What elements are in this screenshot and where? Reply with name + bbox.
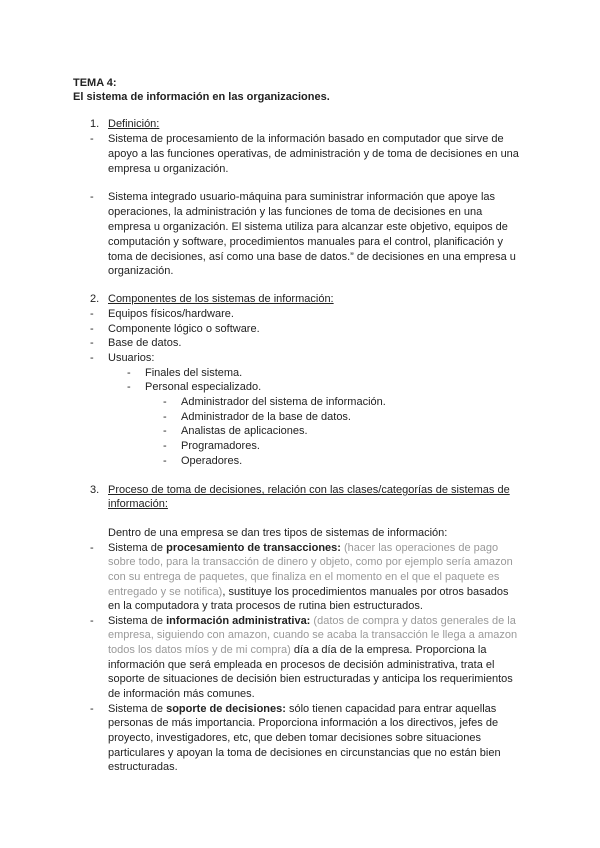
tps-text: en la computadora y trata procesos de rutina bien estructurados. (108, 600, 423, 612)
dss-text: personas de más importancia. Proporciona información a los directivos, jefes de (108, 717, 499, 729)
section-2-number: 2. (90, 293, 100, 305)
component-item: Equipos físicos/hardware. (108, 308, 234, 320)
definition-2-line: organización. (108, 265, 174, 277)
bullet-dash: - (90, 191, 94, 203)
sub-sub-bullet-dash: - (163, 396, 167, 408)
mis-text: información que será empleada en procesos de decisión administrativa, trata el (108, 659, 495, 671)
tps-prefix: Sistema de (108, 542, 167, 554)
section-3-number: 3. (90, 484, 100, 496)
sub-sub-bullet-dash: - (163, 411, 167, 423)
tps-example: (hacer las operaciones de pago (340, 542, 499, 554)
section-3-intro: Dentro de una empresa se dan tres tipos de sistemas de información: (108, 527, 448, 539)
dss-term: soporte de decisiones: (166, 703, 286, 715)
tps-example: entregado y se notifica) (108, 586, 223, 598)
dss-text: particulares y apoyan la toma de decisiones en circunstancias que no están bien (108, 747, 501, 759)
sub-bullet-dash: - (127, 367, 131, 379)
component-item: Base de datos. (108, 337, 182, 349)
mis-line (108, 643, 486, 658)
definition-2-line: Sistema integrado usuario-máquina para suministrar información que apoye las (108, 191, 496, 203)
tps-example: con su entrega de paquetes, que finaliza en el momento en el que el paquete es (108, 571, 500, 583)
definition-2-line: operaciones, la administración y las funciones de toma de decisiones en una (108, 206, 483, 218)
mis-term: información administrativa: (166, 615, 311, 627)
tps-line (108, 541, 498, 556)
bullet-dash: - (90, 703, 94, 715)
mis-prefix: Sistema de (108, 615, 167, 627)
user-type-item: Finales del sistema. (145, 367, 243, 379)
user-type-item: Personal especializado. (145, 381, 262, 393)
bullet-dash: - (90, 337, 94, 349)
mis-example: (datos de compra y datos generales de la (310, 615, 516, 627)
definition-2-line: empresa u organización. El sistema utiliza para alcanzar este objetivo, equipos de (108, 221, 508, 233)
mis-text: soporte de situaciones de decisión bien estructuradas y anticipa los requerimientos (108, 673, 513, 685)
bullet-dash: - (90, 323, 94, 335)
section-2-heading: Componentes de los sistemas de información: (108, 293, 334, 305)
definition-1-line: empresa u organización. (108, 163, 229, 175)
sub-sub-bullet-dash: - (163, 425, 167, 437)
bullet-dash: - (90, 352, 94, 364)
section-3-heading: información: (108, 498, 168, 510)
sub-bullet-dash: - (127, 381, 131, 393)
bullet-dash: - (90, 308, 94, 320)
tps-example: sobre todo, para la transacción de dinero y objeto, como por ejemplo sería amazon (108, 556, 513, 568)
bullet-dash: - (90, 542, 94, 554)
document-title: El sistema de información en las organizaciones. (73, 91, 330, 103)
dss-text: proyecto, investigadores, etc, que deben tomar decisiones sobre situaciones (108, 732, 481, 744)
sub-sub-bullet-dash: - (163, 440, 167, 452)
bullet-dash: - (90, 133, 94, 145)
tps-line (108, 585, 509, 600)
tps-term: procesamiento de transacciones: (166, 542, 341, 554)
mis-example: todos los datos míos y de mi compra) (108, 644, 291, 656)
staff-item: Administrador del sistema de información. (181, 396, 386, 408)
mis-line (108, 614, 516, 629)
mis-example: empresa, siguiendo con amazon, cuando se acaba la transacción le llega a amazon (108, 629, 518, 641)
definition-2-line: computación y software, procedimientos manuales para el control, planificación y (108, 236, 503, 248)
topic-label: TEMA 4: (73, 77, 117, 89)
dss-text: sólo tienen capacidad para entrar aquellas (285, 703, 497, 715)
staff-item: Operadores. (181, 455, 243, 467)
staff-item: Programadores. (181, 440, 260, 452)
section-1-heading: Definición: (108, 118, 160, 130)
section-3-heading: Proceso de toma de decisiones, relación con las clases/categorías de sistemas de (108, 484, 510, 496)
dss-line (108, 702, 496, 717)
staff-item: Analistas de aplicaciones. (181, 425, 308, 437)
section-1-number: 1. (90, 118, 100, 130)
bullet-dash: - (90, 615, 94, 627)
definition-1-line: Sistema de procesamiento de la información basado en computador que sirve de (108, 133, 504, 145)
dss-text: estructuradas. (108, 761, 178, 773)
mis-text: día a día de la empresa. Proporciona la (290, 644, 487, 656)
tps-text: , sustituye los procedimientos manuales por otros basados (222, 586, 509, 598)
sub-sub-bullet-dash: - (163, 455, 167, 467)
mis-text: de información más comunes. (108, 688, 255, 700)
dss-prefix: Sistema de (108, 703, 167, 715)
definition-1-line: apoyo a las funciones operativas, de administración y de toma de decisiones en una (108, 148, 519, 160)
component-item: Usuarios: (108, 352, 155, 364)
definition-2-line: toma de decisiones, así como una base de datos.” de decisiones en una empresa u (108, 251, 516, 263)
component-item: Componente lógico o software. (108, 323, 260, 335)
staff-item: Administrador de la base de datos. (181, 411, 351, 423)
